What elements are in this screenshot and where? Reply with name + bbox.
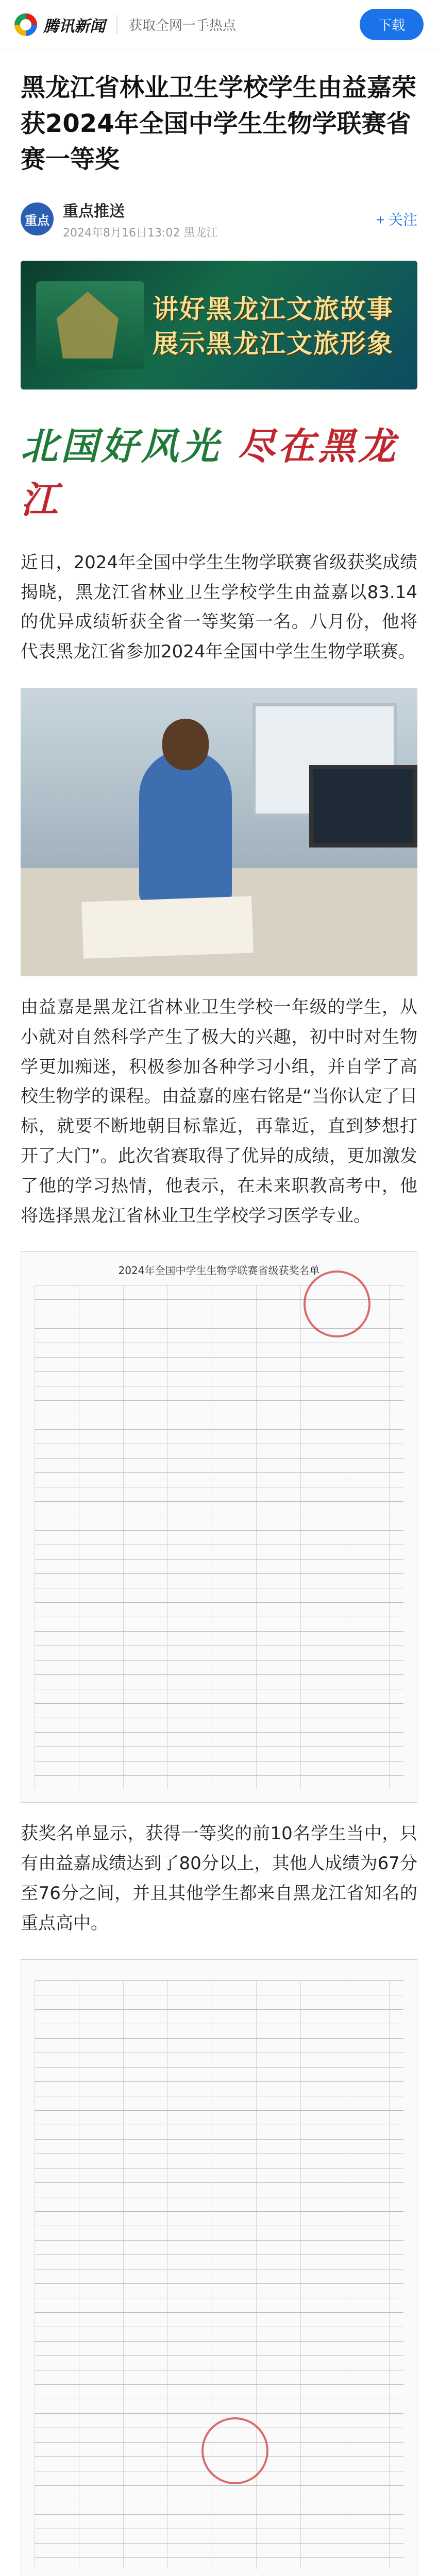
banner-slogan (153, 292, 394, 361)
banner-line-2: 展示黑龙江文旅形象 (153, 328, 394, 359)
photo-student-head (162, 719, 209, 770)
paragraph-3: 获奖名单显示，获得一等奖的前10名学生当中，只有由益嘉成绩达到了80分以上，其他人成绩为67分至76分之间，并且其他学生都来自黑龙江省知名的重点高中。 (21, 1823, 417, 1934)
photo-student (139, 750, 232, 904)
app-slogan: 获取全网一手热点 (116, 15, 236, 34)
download-button[interactable]: 下载 (360, 9, 424, 40)
app-logo[interactable] (14, 13, 105, 36)
tencent-news-logo-icon (14, 13, 37, 36)
award-list-image-2 (21, 1959, 417, 2576)
follow-button[interactable]: + 关注 (376, 209, 417, 229)
publish-meta: 2024年8月16日13:02 黑龙江 (63, 226, 218, 240)
paragraph-1: 近日，2024年全国中学生生物学联赛省级获奖成绩揭晓，黑龙江省林业卫生学校学生由益嘉以83.14的优异成绩斩获全省一等奖第一名。八月份，他将代表黑龙江省参加2024年全国中学生生物学联赛。 (21, 552, 417, 663)
photo-monitor (309, 765, 417, 848)
author-info (63, 198, 217, 240)
app-top-bar (0, 0, 438, 49)
author-avatar[interactable]: 重点 (21, 202, 54, 235)
red-seal-icon (304, 1270, 370, 1337)
paragraph-2: 由益嘉是黑龙江省林业卫生学校一年级的学生，从小就对自然科学产生了极大的兴趣，初中时对生物学更加痴迷，积极参加各种学习小组，并自学了高校生物学的课程。由益嘉的座右铭是“当你认定了目标，就要不断地朝目标靠近，再靠近，直到梦想打开了大门”。此次省赛取得了优异的成绩，更加激发了他的学习热情，他表示，在未来职教高考中，他将选择黑龙江省林业卫生学校学习医学专业。 (21, 996, 417, 1226)
author-row (21, 198, 417, 240)
award-list-table (35, 1285, 403, 1789)
article-body (0, 49, 438, 2576)
article-title: 黑龙江省林业卫生学校学生由益嘉荣获2024年全国中学生生物学联赛省赛一等奖 (21, 73, 417, 174)
award-list-image-1 (21, 1251, 417, 1803)
culture-tourism-banner (21, 261, 417, 389)
calligraphy-text (21, 416, 417, 523)
banner-line-1: 讲好黑龙江文旅故事 (153, 293, 394, 324)
calligraphy-part-1: 北国好风光 (21, 423, 222, 468)
calligraphy-slogan (21, 408, 417, 532)
red-seal-icon-2 (201, 2417, 268, 2484)
student-photo (21, 688, 417, 976)
author-name[interactable]: 重点推送 (63, 202, 125, 221)
award-list-caption: 2024年全国中学生生物学联赛省级获奖名单 (118, 1264, 320, 1277)
photo-paper (81, 896, 254, 958)
calligraphy-part-2: 尽在黑龙江 (21, 423, 399, 521)
banner-illustration (36, 281, 144, 369)
app-name: 腾讯新闻 (43, 17, 105, 36)
